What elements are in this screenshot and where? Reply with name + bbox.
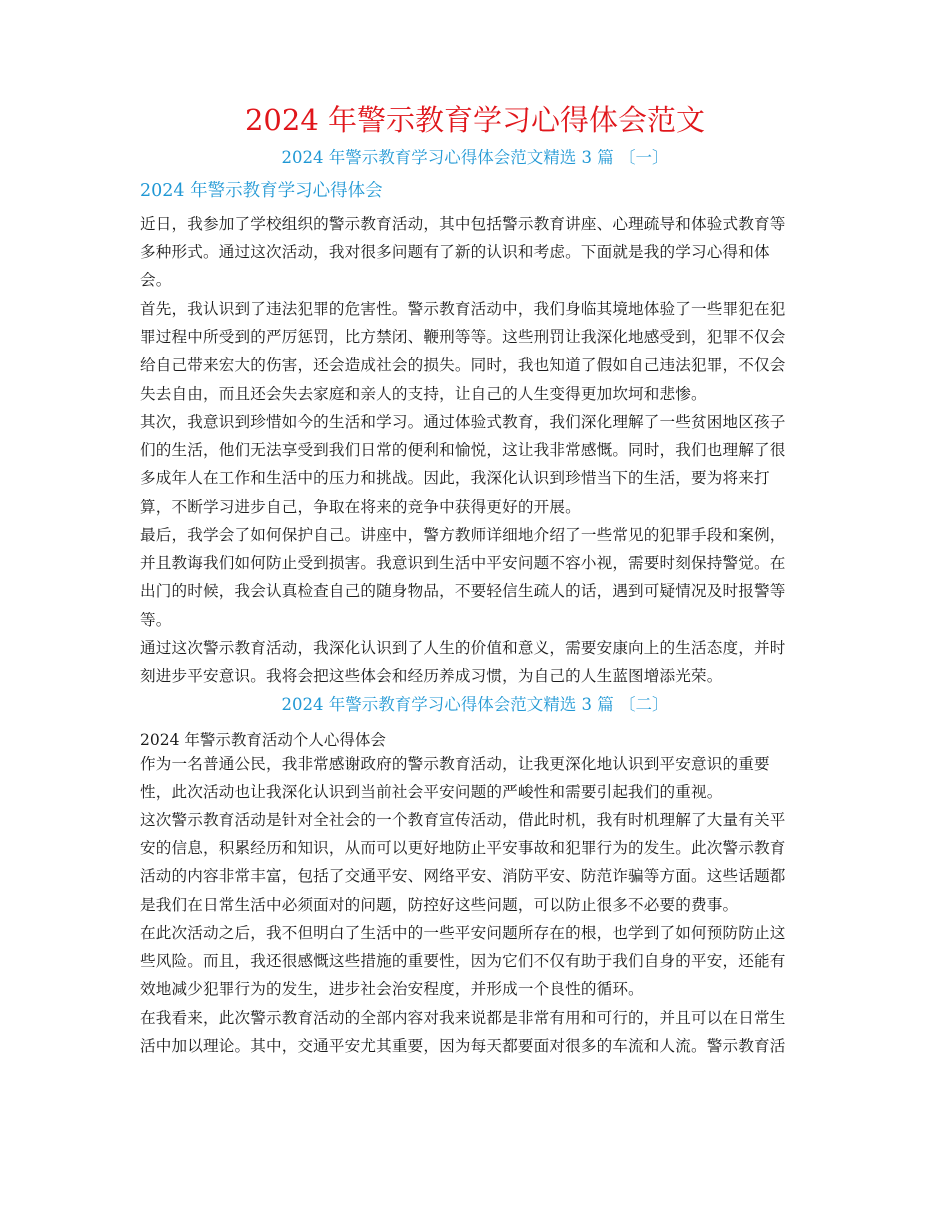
text-line: 并且教诲我们如何防止受到损害。我意识到生活中平安问题不容小视，需要时刻保持警觉。在	[140, 554, 786, 573]
text-line: 性，此次活动也让我深化认识到当前社会平安问题的严峻性和需要引起我们的重视。	[140, 783, 723, 802]
section-1-paragraph-4	[140, 521, 813, 634]
text-line: 刻进步平安意识。我将会把这些体会和经历养成习惯，为自己的人生蓝图增添光荣。	[140, 667, 723, 686]
subheading-part-1: 2024 年警示教育学习心得体会范文精选 3 篇 〔一〕	[281, 148, 669, 167]
text-line: 给自己带来宏大的伤害，还会造成社会的损失。同时，我也知道了假如自己违法犯罪，不仅会	[140, 356, 786, 375]
text-line: 近日，我参加了学校组织的警示教育活动，其中包括警示教育讲座、心理疏导和体验式教育等	[140, 215, 786, 233]
section-2-paragraph-3	[140, 919, 813, 1004]
text-line: 活动的内容非常丰富，包括了交通平安、网络平安、消防平安、防范诈骗等方面。这些话题都	[140, 867, 786, 886]
text-line: 最后，我学会了如何保护自己。讲座中，警方教师详细地介绍了一些常见的犯罪手段和案例，	[140, 526, 786, 544]
text-line: 们的生活，他们无法享受到我们日常的便利和愉悦，这让我非常感慨。同时，我们也理解了很	[140, 441, 786, 460]
section-1-heading: 2024 年警示教育学习心得体会	[140, 181, 383, 201]
text-line: 首先，我认识到了违法犯罪的危害性。警示教育活动中，我们身临其境地体验了一些罪犯在犯	[140, 300, 786, 318]
section-1-paragraph-5	[140, 634, 813, 690]
section-2-paragraph-4	[140, 1004, 813, 1060]
text-line: 出门的时候，我会认真检查自己的随身物品，不要轻信生疏人的话，遇到可疑情况及时报警等	[140, 582, 786, 601]
text-line: 等。	[140, 610, 172, 629]
subheading-part-2: 2024 年警示教育学习心得体会范文精选 3 篇 〔二〕	[281, 695, 669, 714]
section-1-paragraph-3	[140, 408, 813, 521]
text-line: 作为一名普通公民，我非常感谢政府的警示教育活动，让我更深化地认识到平安意识的重要	[140, 755, 770, 773]
text-line: 些风险。而且，我还很感慨这些措施的重要性，因为它们不仅有助于我们自身的平安，还能有	[140, 952, 786, 971]
text-line: 效地减少犯罪行为的发生，进步社会治安程度，并形成一个良性的循环。	[140, 980, 644, 999]
section-1-paragraph-2	[140, 295, 813, 408]
section-2-paragraph-1	[140, 750, 813, 806]
text-line: 会。	[140, 271, 172, 290]
text-line: 通过这次警示教育活动，我深化认识到了人生的价值和意义，需要安康向上的生活态度，并时	[140, 639, 786, 657]
section-1-paragraph-1	[140, 210, 813, 295]
text-line: 罪过程中所受到的严厉惩罚，比方禁闭、鞭刑等等。这些刑罚让我深化地感受到，犯罪不仅会	[140, 328, 786, 347]
text-line: 多种形式。通过这次活动，我对很多问题有了新的认识和考虑。下面就是我的学习心得和体	[140, 243, 770, 262]
section-2-paragraph-2	[140, 806, 813, 919]
section-2-heading: 2024 年警示教育活动个人心得体会	[140, 731, 386, 749]
text-line: 失去自由，而且还会失去家庭和亲人的支持，让自己的人生变得更加坎坷和悲惨。	[140, 384, 707, 403]
text-line: 是我们在日常生活中必须面对的问题，防控好这些问题，可以防止很多不必要的费事。	[140, 895, 739, 914]
text-line: 算，不断学习进步自己，争取在将来的竞争中获得更好的开展。	[140, 497, 581, 516]
text-line: 这次警示教育活动是针对全社会的一个教育宣传活动，借此时机，我有时机理解了大量有关平	[140, 811, 786, 829]
document-title: 2024 年警示教育学习心得体会范文	[244, 103, 706, 137]
text-line: 在我看来，此次警示教育活动的全部内容对我来说都是非常有用和可行的，并且可以在日常生	[140, 1009, 786, 1027]
text-line: 安的信息，积累经历和知识，从而可以更好地防止平安事故和犯罪行为的发生。此次警示教育	[140, 839, 786, 858]
text-line: 多成年人在工作和生活中的压力和挑战。因此，我深化认识到珍惜当下的生活，要为将来打	[140, 469, 770, 488]
text-line: 活中加以理论。其中，交通平安尤其重要，因为每天都要面对很多的车流和人流。警示教育活	[140, 1037, 786, 1056]
text-line: 在此次活动之后，我不但明白了生活中的一些平安问题所存在的根，也学到了如何预防防止这	[140, 924, 786, 942]
text-line: 其次，我意识到珍惜如今的生活和学习。通过体验式教育，我们深化理解了一些贫困地区孩子	[140, 413, 786, 431]
